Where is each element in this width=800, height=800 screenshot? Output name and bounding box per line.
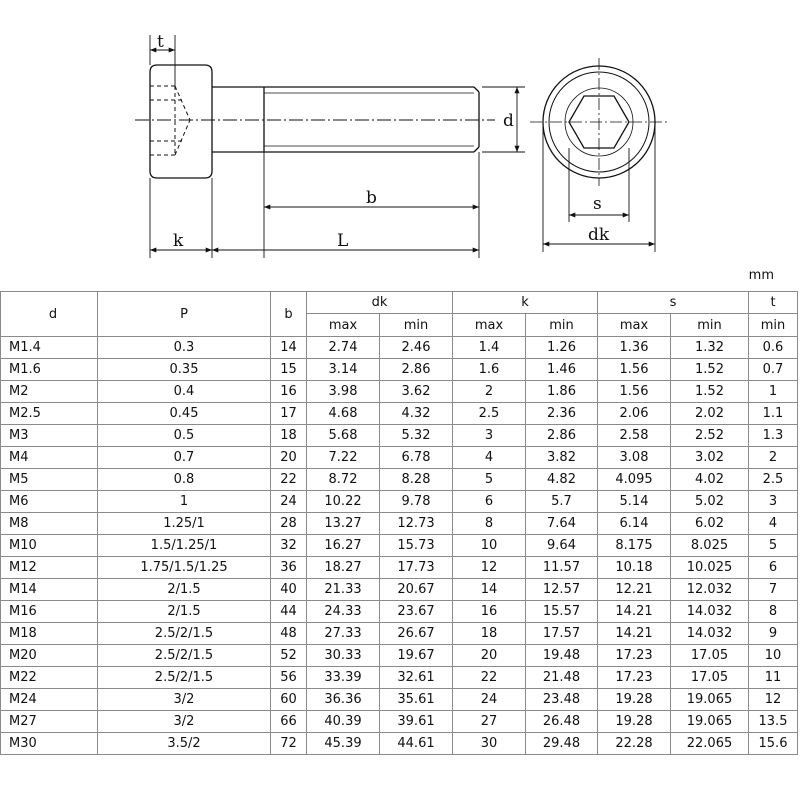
cell-dk-min: 39.61 — [380, 711, 453, 733]
cell-dk-max: 30.33 — [307, 645, 380, 667]
screw-technical-drawing — [0, 0, 800, 264]
table-row — [1, 447, 798, 469]
cell-k-max: 16 — [453, 601, 526, 623]
label-L: L — [337, 231, 349, 251]
cell-dk-min: 12.73 — [380, 513, 453, 535]
cell-b: 48 — [271, 623, 307, 645]
cell-dk-max: 3.14 — [307, 359, 380, 381]
cell-d: M5 — [1, 469, 98, 491]
cell-s-max: 5.14 — [598, 491, 671, 513]
cell-t-min: 2 — [749, 447, 798, 469]
cell-b: 17 — [271, 403, 307, 425]
cell-k-min: 12.57 — [526, 579, 598, 601]
cell-P: 1.25/1 — [98, 513, 271, 535]
cell-P: 1.75/1.5/1.25 — [98, 557, 271, 579]
cell-t-min: 12 — [749, 689, 798, 711]
cell-b: 60 — [271, 689, 307, 711]
cell-P: 2.5/2/1.5 — [98, 667, 271, 689]
cell-b: 44 — [271, 601, 307, 623]
cell-b: 52 — [271, 645, 307, 667]
cell-P: 1 — [98, 491, 271, 513]
cell-s-max: 1.56 — [598, 359, 671, 381]
cell-d: M6 — [1, 491, 98, 513]
table-row — [1, 557, 798, 579]
header-b: b — [271, 292, 307, 337]
cell-dk-max: 27.33 — [307, 623, 380, 645]
cell-s-min: 4.02 — [671, 469, 749, 491]
table-row — [1, 337, 798, 359]
cell-s-min: 14.032 — [671, 623, 749, 645]
cell-k-min: 11.57 — [526, 557, 598, 579]
cell-b: 32 — [271, 535, 307, 557]
label-d: d — [503, 111, 514, 131]
cell-P: 3.5/2 — [98, 733, 271, 755]
cell-t-min: 3 — [749, 491, 798, 513]
cell-d: M16 — [1, 601, 98, 623]
header-dk: dk — [307, 292, 453, 314]
header-k-max: max — [453, 314, 526, 337]
cell-t-min: 15.6 — [749, 733, 798, 755]
table-row — [1, 601, 798, 623]
table-row — [1, 469, 798, 491]
cell-k-max: 12 — [453, 557, 526, 579]
cell-s-min: 2.02 — [671, 403, 749, 425]
cell-P: 0.8 — [98, 469, 271, 491]
cell-s-min: 14.032 — [671, 601, 749, 623]
cell-dk-max: 33.39 — [307, 667, 380, 689]
table-row — [1, 689, 798, 711]
header-dk-min: min — [380, 314, 453, 337]
table-row — [1, 667, 798, 689]
screw-shank — [212, 87, 479, 152]
cell-k-max: 24 — [453, 689, 526, 711]
header-k-min: min — [526, 314, 598, 337]
cell-dk-min: 44.61 — [380, 733, 453, 755]
cell-k-max: 1.4 — [453, 337, 526, 359]
cell-d: M4 — [1, 447, 98, 469]
cell-s-min: 17.05 — [671, 645, 749, 667]
label-dk: dk — [588, 225, 610, 245]
cell-dk-min: 2.46 — [380, 337, 453, 359]
cell-s-max: 2.58 — [598, 425, 671, 447]
cell-dk-min: 4.32 — [380, 403, 453, 425]
cell-dk-min: 17.73 — [380, 557, 453, 579]
cell-dk-max: 10.22 — [307, 491, 380, 513]
label-k: k — [173, 231, 184, 251]
cell-s-max: 14.21 — [598, 601, 671, 623]
cell-t-min: 2.5 — [749, 469, 798, 491]
cell-dk-min: 19.67 — [380, 645, 453, 667]
cell-P: 0.45 — [98, 403, 271, 425]
cell-k-min: 19.48 — [526, 645, 598, 667]
cell-dk-min: 20.67 — [380, 579, 453, 601]
cell-t-min: 10 — [749, 645, 798, 667]
table-row — [1, 579, 798, 601]
cell-s-min: 10.025 — [671, 557, 749, 579]
cell-k-min: 1.26 — [526, 337, 598, 359]
cell-t-min: 11 — [749, 667, 798, 689]
header-t-min: min — [749, 314, 798, 337]
table-row — [1, 425, 798, 447]
cell-k-min: 1.46 — [526, 359, 598, 381]
cell-dk-min: 32.61 — [380, 667, 453, 689]
cell-dk-max: 5.68 — [307, 425, 380, 447]
cell-s-min: 1.32 — [671, 337, 749, 359]
cell-s-min: 17.05 — [671, 667, 749, 689]
cell-b: 22 — [271, 469, 307, 491]
cell-s-max: 2.06 — [598, 403, 671, 425]
cell-b: 14 — [271, 337, 307, 359]
cell-s-max: 4.095 — [598, 469, 671, 491]
cell-d: M20 — [1, 645, 98, 667]
cell-k-min: 7.64 — [526, 513, 598, 535]
cell-d: M3 — [1, 425, 98, 447]
cell-k-min: 15.57 — [526, 601, 598, 623]
header-s-min: min — [671, 314, 749, 337]
cell-b: 40 — [271, 579, 307, 601]
cell-t-min: 1 — [749, 381, 798, 403]
cell-dk-max: 16.27 — [307, 535, 380, 557]
cell-s-max: 1.56 — [598, 381, 671, 403]
cell-k-min: 1.86 — [526, 381, 598, 403]
cell-d: M2.5 — [1, 403, 98, 425]
cell-d: M24 — [1, 689, 98, 711]
cell-s-max: 17.23 — [598, 667, 671, 689]
cell-b: 36 — [271, 557, 307, 579]
cell-t-min: 8 — [749, 601, 798, 623]
cell-P: 2.5/2/1.5 — [98, 645, 271, 667]
table-row — [1, 381, 798, 403]
cell-s-min: 1.52 — [671, 381, 749, 403]
label-t: t — [157, 32, 164, 52]
cell-d: M8 — [1, 513, 98, 535]
cell-s-max: 14.21 — [598, 623, 671, 645]
cell-P: 0.35 — [98, 359, 271, 381]
cell-k-min: 2.36 — [526, 403, 598, 425]
cell-b: 20 — [271, 447, 307, 469]
cell-k-max: 5 — [453, 469, 526, 491]
header-t: t — [749, 292, 798, 314]
cell-dk-min: 15.73 — [380, 535, 453, 557]
cell-k-max: 30 — [453, 733, 526, 755]
table-row — [1, 403, 798, 425]
cell-dk-max: 24.33 — [307, 601, 380, 623]
cell-k-max: 18 — [453, 623, 526, 645]
cell-b: 56 — [271, 667, 307, 689]
cell-k-max: 6 — [453, 491, 526, 513]
table-row — [1, 535, 798, 557]
cell-d: M2 — [1, 381, 98, 403]
cell-k-min: 3.82 — [526, 447, 598, 469]
cell-P: 2.5/2/1.5 — [98, 623, 271, 645]
cell-dk-max: 18.27 — [307, 557, 380, 579]
screw-head-side-view — [150, 65, 212, 178]
cell-dk-min: 6.78 — [380, 447, 453, 469]
table-row — [1, 645, 798, 667]
cell-s-max: 19.28 — [598, 689, 671, 711]
cell-k-min: 17.57 — [526, 623, 598, 645]
cell-d: M14 — [1, 579, 98, 601]
cell-k-min: 21.48 — [526, 667, 598, 689]
cell-dk-max: 3.98 — [307, 381, 380, 403]
cell-d: M12 — [1, 557, 98, 579]
cell-t-min: 1.1 — [749, 403, 798, 425]
cell-s-max: 8.175 — [598, 535, 671, 557]
cell-s-min: 19.065 — [671, 711, 749, 733]
cell-k-max: 14 — [453, 579, 526, 601]
cell-k-min: 9.64 — [526, 535, 598, 557]
cell-s-min: 12.032 — [671, 579, 749, 601]
cell-s-max: 10.18 — [598, 557, 671, 579]
cell-s-max: 12.21 — [598, 579, 671, 601]
cell-b: 18 — [271, 425, 307, 447]
cell-s-min: 3.02 — [671, 447, 749, 469]
cell-b: 24 — [271, 491, 307, 513]
cell-s-max: 3.08 — [598, 447, 671, 469]
cell-dk-min: 35.61 — [380, 689, 453, 711]
label-b: b — [366, 188, 377, 208]
cell-t-min: 9 — [749, 623, 798, 645]
table-row — [1, 733, 798, 755]
cell-dk-min: 2.86 — [380, 359, 453, 381]
cell-k-max: 8 — [453, 513, 526, 535]
cell-s-min: 2.52 — [671, 425, 749, 447]
cell-k-max: 22 — [453, 667, 526, 689]
header-k: k — [453, 292, 598, 314]
cell-b: 28 — [271, 513, 307, 535]
cell-dk-max: 8.72 — [307, 469, 380, 491]
cell-s-max: 1.36 — [598, 337, 671, 359]
cell-dk-min: 3.62 — [380, 381, 453, 403]
cell-d: M30 — [1, 733, 98, 755]
cell-k-max: 2 — [453, 381, 526, 403]
header-s-max: max — [598, 314, 671, 337]
cell-k-max: 10 — [453, 535, 526, 557]
cell-dk-max: 7.22 — [307, 447, 380, 469]
unit-label: mm — [748, 268, 774, 283]
cell-k-min: 4.82 — [526, 469, 598, 491]
cell-dk-max: 4.68 — [307, 403, 380, 425]
screw-dimension-table — [0, 291, 798, 755]
cell-dk-min: 26.67 — [380, 623, 453, 645]
cell-s-min: 5.02 — [671, 491, 749, 513]
cell-t-min: 1.3 — [749, 425, 798, 447]
cell-k-max: 20 — [453, 645, 526, 667]
cell-t-min: 0.7 — [749, 359, 798, 381]
header-P: P — [98, 292, 271, 337]
cell-s-max: 17.23 — [598, 645, 671, 667]
cell-dk-min: 8.28 — [380, 469, 453, 491]
cell-s-max: 19.28 — [598, 711, 671, 733]
cell-P: 2/1.5 — [98, 601, 271, 623]
cell-k-min: 26.48 — [526, 711, 598, 733]
cell-d: M18 — [1, 623, 98, 645]
cell-dk-max: 40.39 — [307, 711, 380, 733]
cell-k-max: 27 — [453, 711, 526, 733]
cell-dk-max: 13.27 — [307, 513, 380, 535]
cell-t-min: 5 — [749, 535, 798, 557]
label-s: s — [593, 194, 602, 214]
cell-b: 72 — [271, 733, 307, 755]
cell-P: 1.5/1.25/1 — [98, 535, 271, 557]
cell-k-max: 1.6 — [453, 359, 526, 381]
cell-k-min: 23.48 — [526, 689, 598, 711]
cell-d: M27 — [1, 711, 98, 733]
table-row — [1, 513, 798, 535]
cell-s-min: 19.065 — [671, 689, 749, 711]
header-s: s — [598, 292, 749, 314]
table-row — [1, 623, 798, 645]
cell-P: 0.3 — [98, 337, 271, 359]
cell-d: M1.4 — [1, 337, 98, 359]
screw-head-end-view — [530, 58, 668, 186]
cell-dk-max: 36.36 — [307, 689, 380, 711]
cell-b: 15 — [271, 359, 307, 381]
cell-d: M22 — [1, 667, 98, 689]
cell-k-min: 5.7 — [526, 491, 598, 513]
cell-k-max: 2.5 — [453, 403, 526, 425]
header-d: d — [1, 292, 98, 337]
header-dk-max: max — [307, 314, 380, 337]
cell-t-min: 4 — [749, 513, 798, 535]
cell-dk-max: 21.33 — [307, 579, 380, 601]
cell-dk-min: 9.78 — [380, 491, 453, 513]
cell-s-min: 8.025 — [671, 535, 749, 557]
cell-t-min: 6 — [749, 557, 798, 579]
cell-d: M1.6 — [1, 359, 98, 381]
cell-dk-min: 5.32 — [380, 425, 453, 447]
cell-P: 3/2 — [98, 689, 271, 711]
cell-P: 0.7 — [98, 447, 271, 469]
cell-P: 0.5 — [98, 425, 271, 447]
cell-k-max: 4 — [453, 447, 526, 469]
table-row — [1, 711, 798, 733]
cell-k-min: 2.86 — [526, 425, 598, 447]
cell-k-max: 3 — [453, 425, 526, 447]
cell-b: 16 — [271, 381, 307, 403]
cell-P: 2/1.5 — [98, 579, 271, 601]
cell-t-min: 0.6 — [749, 337, 798, 359]
cell-s-min: 1.52 — [671, 359, 749, 381]
table-row — [1, 491, 798, 513]
cell-s-min: 6.02 — [671, 513, 749, 535]
cell-s-min: 22.065 — [671, 733, 749, 755]
cell-dk-min: 23.67 — [380, 601, 453, 623]
cell-s-max: 6.14 — [598, 513, 671, 535]
cell-k-min: 29.48 — [526, 733, 598, 755]
cell-d: M10 — [1, 535, 98, 557]
cell-t-min: 13.5 — [749, 711, 798, 733]
cell-b: 66 — [271, 711, 307, 733]
cell-dk-max: 2.74 — [307, 337, 380, 359]
cell-P: 0.4 — [98, 381, 271, 403]
cell-t-min: 7 — [749, 579, 798, 601]
cell-P: 3/2 — [98, 711, 271, 733]
table-row — [1, 359, 798, 381]
cell-s-max: 22.28 — [598, 733, 671, 755]
cell-dk-max: 45.39 — [307, 733, 380, 755]
